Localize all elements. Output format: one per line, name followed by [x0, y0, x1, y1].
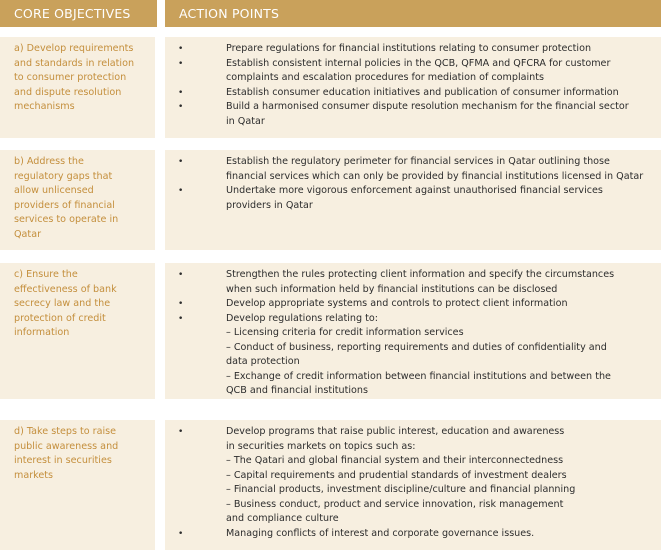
- objective-line: Qatar: [14, 228, 42, 240]
- objective-line: interest in securities: [14, 455, 112, 466]
- action-line: [165, 384, 653, 399]
- action-text: – Licensing criteria for credit information services: [226, 327, 464, 338]
- bullet-icon: •: [178, 102, 184, 112]
- objective-line: markets: [14, 469, 54, 481]
- header-action-points: ACTION POINTS: [165, 0, 661, 27]
- action-text: – Business conduct, product and service innovation, risk management: [226, 498, 564, 510]
- bullet-icon: •: [178, 157, 184, 167]
- actions-d: [165, 420, 661, 550]
- action-text: QCB and financial institutions: [226, 385, 368, 396]
- bullet-icon: •: [178, 528, 184, 539]
- bullet-icon: •: [178, 270, 184, 280]
- action-text: and compliance culture: [226, 513, 339, 524]
- objective-line: protection of credit: [14, 312, 106, 324]
- action-line: [165, 100, 653, 115]
- action-text: Prepare regulations for financial institutions relating to consumer protection: [226, 43, 592, 54]
- action-line: [165, 86, 653, 101]
- objective-line: d) Take steps to raise: [14, 426, 117, 437]
- objective-line: a) Develop requirements: [14, 43, 134, 54]
- bullet-icon: •: [178, 58, 184, 69]
- action-line: [165, 42, 653, 57]
- action-text: – Conduct of business, reporting requirements and duties of confidentiality and: [226, 341, 607, 353]
- action-line: [165, 199, 653, 214]
- action-line: [165, 71, 653, 86]
- action-line: [165, 170, 653, 185]
- objective-line: and standards in relation: [14, 57, 135, 69]
- action-line: [165, 184, 653, 199]
- objective-b: [0, 150, 155, 250]
- action-text: in Qatar: [226, 115, 265, 127]
- action-text: Undertake more vigorous enforcement against unauthorised financial services: [226, 185, 603, 196]
- objective-line: mechanisms: [14, 101, 75, 112]
- action-text: when such information held by financial institutions can be disclosed: [226, 283, 558, 295]
- objective-line: effectiveness of bank: [14, 283, 117, 295]
- objective-c: [0, 263, 155, 399]
- objective-line: c) Ensure the: [14, 269, 78, 280]
- objective-line: services to operate in: [14, 214, 119, 225]
- action-text: Strengthen the rules protecting client information and specify the circumstances: [226, 269, 615, 280]
- bullet-icon: •: [178, 427, 184, 437]
- bullet-icon: •: [178, 313, 184, 324]
- action-line: [165, 454, 653, 469]
- action-text: Develop programs that raise public interest, education and awareness: [226, 426, 565, 437]
- action-text: – Financial products, investment discipline/culture and financial planning: [226, 484, 576, 495]
- action-line: [165, 341, 653, 356]
- objective-line: b) Address the: [14, 156, 84, 167]
- bullet-icon: •: [178, 186, 184, 196]
- actions-b: [165, 150, 661, 250]
- objective-line: regulatory gaps that: [14, 170, 113, 182]
- action-text: data protection: [226, 356, 300, 367]
- action-text: financial services which can only be provided by financial institutions licensed in Qatar: [226, 170, 644, 182]
- bullet-icon: •: [178, 87, 184, 98]
- action-line: [165, 512, 653, 527]
- action-line: [165, 440, 653, 455]
- objective-d: [0, 420, 155, 550]
- objective-line: and dispute resolution: [14, 86, 122, 98]
- action-text: Establish the regulatory perimeter for financial services in Qatar outlining those: [226, 156, 610, 167]
- action-line: [165, 268, 653, 283]
- objective-a: [0, 37, 155, 138]
- actions-c: [165, 263, 661, 399]
- action-line: [165, 115, 653, 130]
- action-line: [165, 527, 653, 542]
- action-line: [165, 57, 653, 72]
- action-text: – Exchange of credit information between financial institutions and between the: [226, 370, 611, 382]
- action-text: Develop regulations relating to:: [226, 312, 379, 324]
- objective-line: secrecy law and the: [14, 298, 111, 309]
- objective-line: information: [14, 327, 70, 338]
- header-core-objectives: CORE OBJECTIVES: [0, 0, 157, 27]
- objective-line: public awareness and: [14, 440, 119, 452]
- action-text: – The Qatari and global financial system and their interconnectedness: [226, 455, 564, 466]
- objective-line: to consumer protection: [14, 72, 127, 83]
- action-line: [165, 297, 653, 312]
- action-line: [165, 283, 653, 298]
- action-text: Establish consistent internal policies in the QCB, QFMA and QFCRA for customer: [226, 57, 611, 69]
- action-text: Managing conflicts of interest and corporate governance issues.: [226, 527, 535, 539]
- action-line: [165, 370, 653, 385]
- action-line: [165, 326, 653, 341]
- action-text: providers in Qatar: [226, 199, 313, 211]
- bullet-icon: •: [178, 44, 184, 54]
- action-line: [165, 312, 653, 327]
- action-line: [165, 425, 653, 440]
- action-text: complaints and escalation procedures for mediation of complaints: [226, 72, 545, 83]
- action-text: – Capital requirements and prudential standards of investment dealers: [226, 469, 567, 481]
- objective-line: providers of financial: [14, 199, 115, 211]
- bullet-icon: •: [178, 299, 184, 309]
- action-text: Build a harmonised consumer dispute resolution mechanism for the financial sector: [226, 101, 629, 112]
- action-text: in securities markets on topics such as:: [226, 440, 416, 452]
- action-line: [165, 498, 653, 513]
- objective-line: allow unlicensed: [14, 185, 94, 196]
- action-text: Establish consumer education initiatives and publication of consumer information: [226, 86, 619, 98]
- action-line: [165, 155, 653, 170]
- action-line: [165, 469, 653, 484]
- action-line: [165, 483, 653, 498]
- action-text: Develop appropriate systems and controls to protect client information: [226, 298, 568, 309]
- action-line: [165, 355, 653, 370]
- actions-a: [165, 37, 661, 138]
